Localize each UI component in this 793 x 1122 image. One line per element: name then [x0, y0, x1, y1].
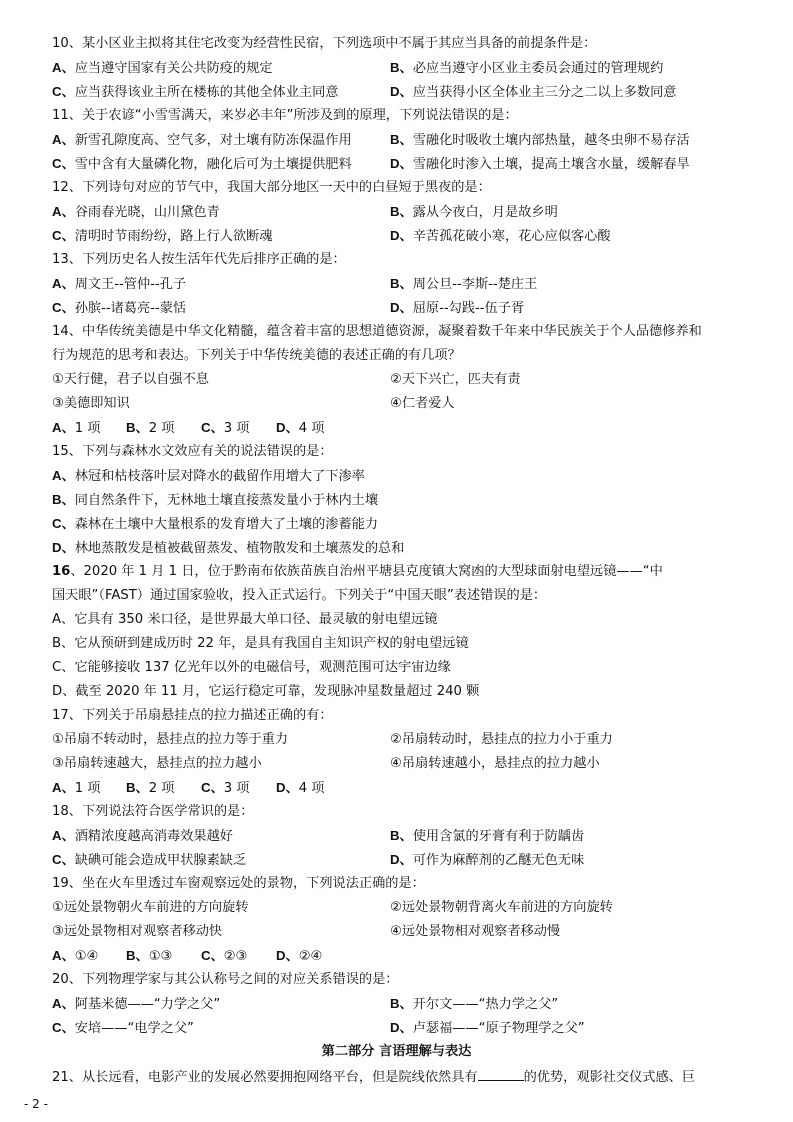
q10-option-b	[390, 58, 663, 79]
q18-option-d	[390, 850, 584, 871]
q11-option-a	[52, 130, 352, 151]
option-label: A、	[52, 420, 75, 435]
q15-option-c	[52, 514, 378, 535]
q19-item-3: ③远处景物相对观察者移动快	[52, 924, 223, 939]
q14-option-d-text: 4 项	[298, 421, 325, 436]
q17-option-c	[201, 778, 250, 799]
q11-option-b	[390, 130, 690, 151]
q11-option-c	[52, 154, 352, 175]
q10-stem: 10、某小区业主拟将其住宅改变为经营性民宿，下列选项中不属于其应当具备的前提条件是：	[52, 36, 597, 51]
option-label: C、	[52, 1020, 75, 1035]
q21-stem-pre: 21、从长远看，电影产业的发展必然要拥抱网络平台，但是院线依然具有	[52, 1070, 478, 1085]
q16-number: 16	[52, 564, 71, 579]
q17-item-4: ④吊扇转速越小，悬挂点的拉力越小	[390, 756, 600, 771]
option-label: C、	[52, 228, 75, 243]
q19-stem: 19、坐在火车里透过车窗观察远处的景物，下列说法正确的是：	[52, 876, 425, 891]
q10-option-d-text: 应当获得小区全体业主三分之二以上多数同意	[412, 85, 677, 100]
q11-option-d-text: 雪融化时渗入土壤，提高土壤含水量，缓解春旱	[412, 157, 690, 172]
option-label: D、	[276, 420, 299, 435]
q15-option-c-text: 森林在土壤中大量根系的发育增大了土壤的渗蓄能力	[74, 517, 379, 532]
q20-stem: 20、下列物理学家与其公认称号之间的对应关系错误的是：	[52, 972, 399, 987]
option-label: A、	[52, 468, 75, 483]
q21-stem	[52, 1066, 695, 1088]
q10-option-c	[52, 82, 338, 103]
option-label: B、	[390, 60, 413, 75]
q20-option-d-text: 卢瑟福——“原子物理学之父”	[412, 1021, 585, 1036]
q17-item-1: ①吊扇不转动时，悬挂点的拉力等于重力	[52, 732, 289, 747]
q18-option-a-text: 酒精浓度越高消毒效果越好	[74, 829, 233, 844]
q13-option-b-text: 周公旦--李斯--楚庄王	[412, 277, 538, 292]
option-label: D、	[390, 84, 413, 99]
q19-option-b-text: ①③	[148, 949, 173, 964]
q10-option-c-text: 应当获得该业主所在楼栋的其他全体业主同意	[74, 85, 339, 100]
q10-option-a-text: 应当遵守国家有关公共防疫的规定	[74, 61, 273, 76]
option-label: B、	[390, 276, 413, 291]
q13-stem: 13、下列历史名人按生活年代先后排序正确的是：	[52, 252, 346, 267]
q19-option-b	[126, 946, 172, 967]
q15-option-a-text: 林冠和枯枝落叶层对降水的截留作用增大了下渗率	[74, 469, 365, 484]
q17-option-d	[276, 778, 325, 799]
option-label: B、	[126, 948, 149, 963]
q13-option-a	[52, 274, 186, 295]
option-label: B、	[126, 420, 149, 435]
q14-stem-line2: 行为规范的思考和表达。下列关于中华传统美德的表述正确的有几项？	[52, 348, 461, 363]
q12-option-d-text: 辛苦孤花破小寒，花心应似客心酸	[412, 229, 611, 244]
option-label: C、	[52, 84, 75, 99]
q16-stem-line2: 国天眼”（FAST）通过国家验收，投入正式运行。下列关于“中国天眼”表述错误的是：	[52, 588, 547, 603]
q17-option-a-text: 1 项	[74, 781, 101, 796]
q14-option-d	[276, 418, 325, 439]
q17-option-c-text: 3 项	[223, 781, 250, 796]
q20-option-a-text: 阿基米德——“力学之父”	[74, 997, 221, 1012]
q13-option-c-text: 孙膑--诸葛亮--蒙恬	[74, 301, 187, 316]
q14-option-c-text: 3 项	[223, 421, 250, 436]
option-label: A、	[52, 948, 75, 963]
option-label: A、	[52, 276, 75, 291]
q19-option-a	[52, 946, 98, 967]
q16-option-b: B、它从预研到建成历时 22 年，是具有我国自主知识产权的射电望远镜	[52, 636, 469, 651]
q20-option-c	[52, 1018, 194, 1039]
option-label: B、	[390, 204, 413, 219]
q16-stem-text: 、2020 年 1 月 1 日，位于黔南布依族苗族自治州平塘县克度镇大窝凼的大型球面射电望远镜——“中	[70, 564, 663, 579]
q17-option-b-text: 2 项	[148, 781, 175, 796]
q20-option-c-text: 安培——“电学之父”	[74, 1021, 194, 1036]
option-label: D、	[276, 780, 299, 795]
q11-option-c-text: 雪中含有大量磷化物，融化后可为土壤提供肥料	[74, 157, 352, 172]
q12-option-c-text: 清明时节雨纷纷，路上行人欲断魂	[74, 229, 273, 244]
q18-stem: 18、下列说法符合医学常识的是：	[52, 804, 254, 819]
q12-option-a-text: 谷雨春光晓，山川黛色青	[74, 205, 220, 220]
option-label: D、	[276, 948, 299, 963]
q17-item-3: ③吊扇转速越大，悬挂点的拉力越小	[52, 756, 262, 771]
option-label: C、	[201, 420, 224, 435]
q12-option-b	[390, 202, 558, 223]
q20-option-b	[390, 994, 558, 1015]
q11-option-d	[390, 154, 690, 175]
q20-option-b-text: 开尔文——“热力学之父”	[412, 997, 559, 1012]
q20-option-a	[52, 994, 220, 1015]
q15-option-d-text: 林地蒸散发是植被截留蒸发、植物散发和土壤蒸发的总和	[74, 541, 405, 556]
option-label: A、	[52, 828, 75, 843]
option-label: B、	[52, 492, 75, 507]
option-label: B、	[390, 996, 413, 1011]
q20-option-d	[390, 1018, 585, 1039]
q18-option-c	[52, 850, 246, 871]
q12-option-c	[52, 226, 273, 247]
option-label: A、	[52, 132, 75, 147]
q17-item-2: ②吊扇转动时，悬挂点的拉力小于重力	[390, 732, 613, 747]
q18-option-c-text: 缺碘可能会造成甲状腺素缺乏	[74, 853, 247, 868]
q21-stem-post: 的优势，观影社交仪式感、巨	[523, 1070, 696, 1085]
q19-item-1: ①远处景物朝火车前进的方向旋转	[52, 900, 249, 915]
q11-option-a-text: 新雪孔隙度高、空气多，对土壤有防冻保温作用	[74, 133, 352, 148]
q19-item-2: ②远处景物朝背离火车前进的方向旋转	[390, 900, 613, 915]
option-label: C、	[52, 852, 75, 867]
q10-option-a	[52, 58, 273, 79]
q19-option-c-text: ②③	[223, 949, 248, 964]
q14-item-2: ②天下兴亡，匹夫有责	[390, 372, 521, 387]
q19-item-4: ④远处景物相对观察者移动慢	[390, 924, 561, 939]
q13-option-b	[390, 274, 537, 295]
option-label: D、	[390, 852, 413, 867]
q15-option-b-text: 同自然条件下，无林地土壤直接蒸发量小于林内土壤	[74, 493, 379, 508]
option-label: D、	[390, 1020, 413, 1035]
q18-option-b	[390, 826, 584, 847]
q16-option-d: D、截至 2020 年 11 月，它运行稳定可靠，发现脉冲星数量超过 240 颗	[52, 684, 480, 699]
q19-option-c	[201, 946, 247, 967]
q16-option-c: C、它能够接收 137 亿光年以外的电磁信号，观测范围可达宇宙边缘	[52, 660, 451, 675]
q11-stem: 11、关于农谚“小雪雪满天，来岁必丰年”所涉及到的原理，下列说法错误的是：	[52, 108, 518, 123]
q12-option-b-text: 露从今夜白，月是故乡明	[412, 205, 558, 220]
q11-option-b-text: 雪融化时吸收土壤内部热量，越冬虫卵不易存活	[412, 133, 690, 148]
option-label: C、	[52, 300, 75, 315]
option-label: A、	[52, 996, 75, 1011]
q12-option-a	[52, 202, 220, 223]
q19-option-d	[276, 946, 322, 967]
q17-option-b	[126, 778, 175, 799]
option-label: C、	[52, 516, 75, 531]
q19-option-a-text: ①④	[74, 949, 99, 964]
q12-stem: 12、下列诗句对应的节气中，我国大部分地区一天中的白昼短于黑夜的是：	[52, 180, 491, 195]
q10-option-d	[390, 82, 676, 103]
q18-option-b-text: 使用含氯的牙膏有利于防龋齿	[412, 829, 585, 844]
fill-in-blank	[478, 1066, 524, 1081]
q19-option-d-text: ②④	[298, 949, 323, 964]
q14-item-3: ③美德即知识	[52, 396, 130, 411]
option-label: C、	[52, 156, 75, 171]
q15-option-b	[52, 490, 378, 511]
q14-option-b-text: 2 项	[148, 421, 175, 436]
q16-option-a: A、它具有 350 米口径，是世界最大单口径、最灵敏的射电望远镜	[52, 612, 438, 627]
q18-option-d-text: 可作为麻醉剂的乙醚无色无味	[412, 853, 585, 868]
q14-item-4: ④仁者爱人	[390, 396, 455, 411]
q13-option-c	[52, 298, 186, 319]
option-label: D、	[390, 156, 413, 171]
q14-option-b	[126, 418, 175, 439]
option-label: A、	[52, 60, 75, 75]
section-title: 第二部分 言语理解与表达	[321, 1044, 472, 1059]
q16-stem-line1	[52, 562, 663, 582]
option-label: D、	[390, 300, 413, 315]
q13-option-d	[390, 298, 524, 319]
option-label: B、	[126, 780, 149, 795]
q10-option-b-text: 必应当遵守小区业主委员会通过的管理规约	[412, 61, 664, 76]
q18-option-a	[52, 826, 233, 847]
option-label: B、	[390, 828, 413, 843]
q14-option-a	[52, 418, 101, 439]
q15-option-d	[52, 538, 404, 559]
option-label: C、	[201, 948, 224, 963]
q15-option-a	[52, 466, 365, 487]
q14-item-1: ①天行健，君子以自强不息	[52, 372, 209, 387]
q15-stem: 15、下列与森林水文效应有关的说法错误的是：	[52, 444, 333, 459]
page-number: - 2 -	[24, 1097, 48, 1111]
option-label: D、	[390, 228, 413, 243]
q14-option-a-text: 1 项	[74, 421, 101, 436]
option-label: D、	[52, 540, 75, 555]
option-label: A、	[52, 204, 75, 219]
q13-option-a-text: 周文王--管仲--孔子	[74, 277, 187, 292]
q14-option-c	[201, 418, 250, 439]
q17-stem: 17、下列关于吊扇悬挂点的拉力描述正确的有：	[52, 708, 333, 723]
q12-option-d	[390, 226, 611, 247]
q17-option-d-text: 4 项	[298, 781, 325, 796]
q14-stem-line1: 14、中华传统美德是中华文化精髓，蕴含着丰富的思想道德资源，凝聚着数千年来中华民族关于个人品德修养和	[52, 324, 702, 339]
q17-option-a	[52, 778, 101, 799]
option-label: A、	[52, 780, 75, 795]
option-label: B、	[390, 132, 413, 147]
q13-option-d-text: 屈原--勾践--伍子胥	[412, 301, 525, 316]
option-label: C、	[201, 780, 224, 795]
